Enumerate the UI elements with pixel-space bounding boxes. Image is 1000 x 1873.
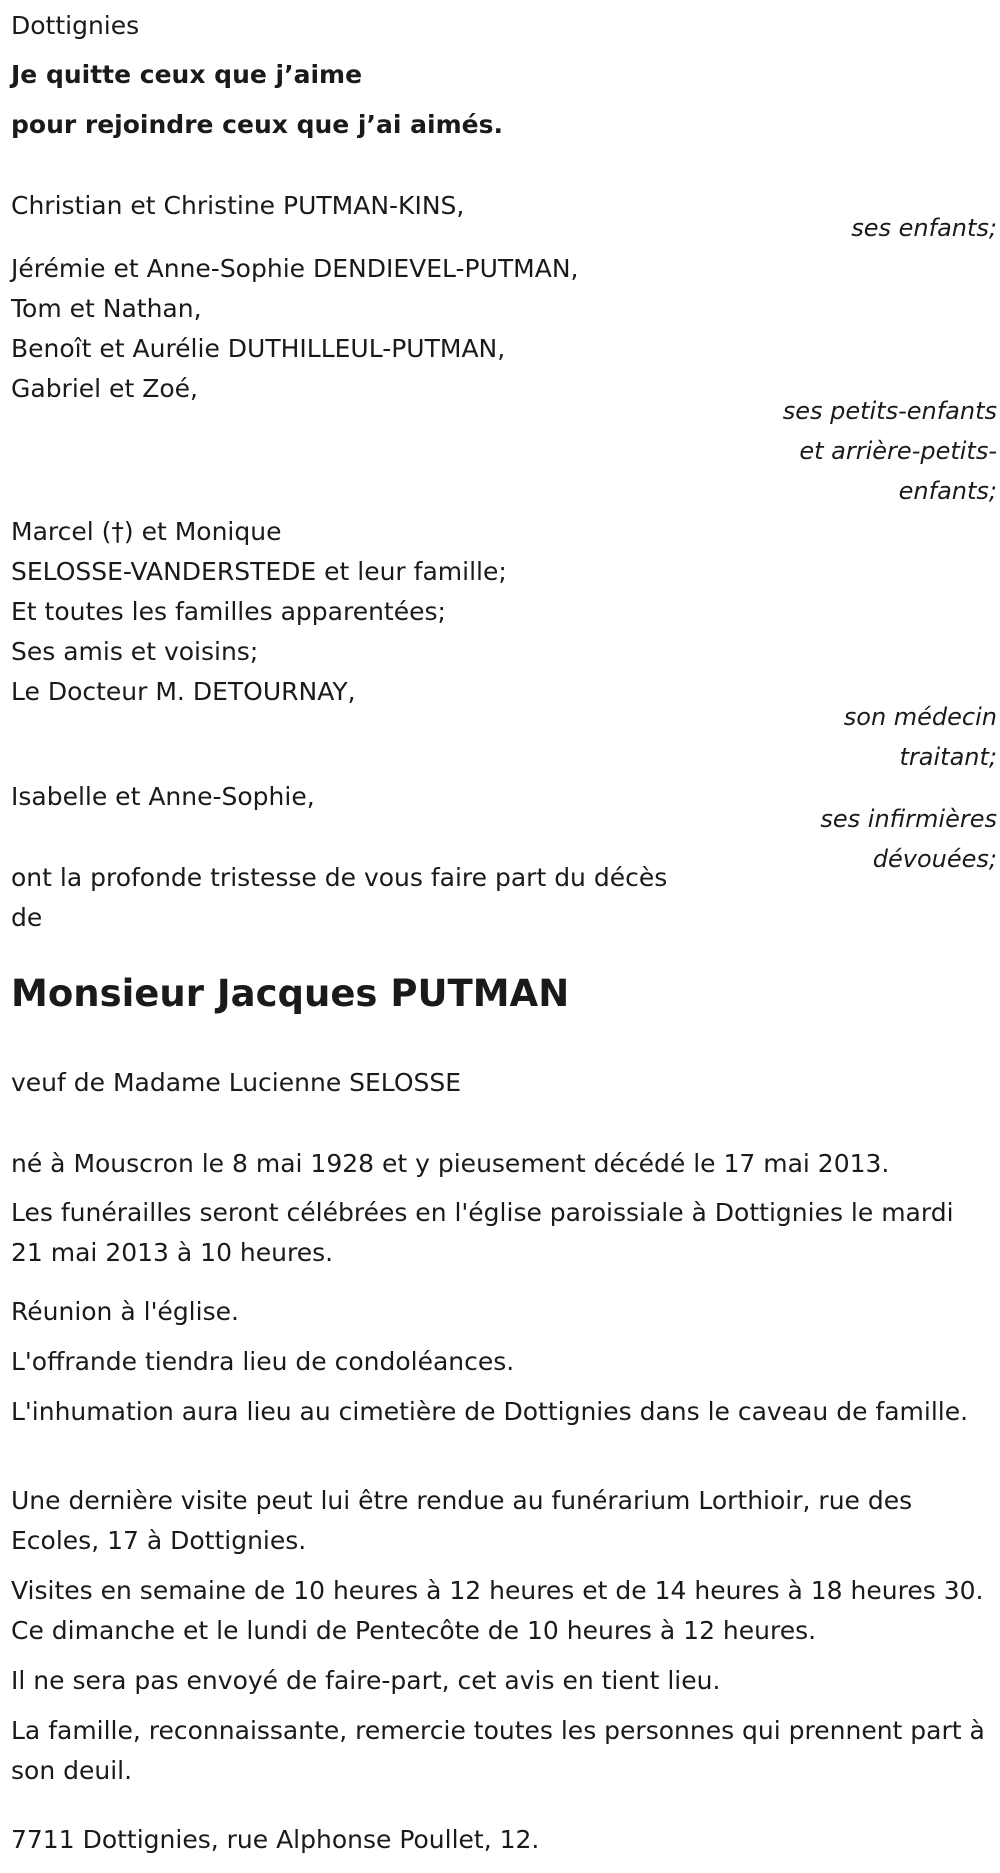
grandchildren-role-2: et arrière-petits-: [799, 437, 997, 465]
grandchildren-line-2: Tom et Nathan,: [11, 294, 202, 323]
grandchildren-line-4: Gabriel et Zoé,: [11, 374, 198, 403]
relatives-line-2: SELOSSE-VANDERSTEDE et leur famille;: [11, 557, 507, 586]
grandchildren-line-1: Jérémie et Anne-Sophie DENDIEVEL-PUTMAN,: [11, 254, 579, 283]
grandchildren-role-3: enfants;: [898, 477, 997, 505]
quote-line-1: Je quitte ceux que j’aime: [11, 60, 363, 89]
quote-line-2: pour rejoindre ceux que j’ai aimés.: [11, 110, 503, 139]
grandchildren-line-3: Benoît et Aurélie DUTHILLEUL-PUTMAN,: [11, 334, 506, 363]
widower-of: veuf de Madame Lucienne SELOSSE: [11, 1068, 462, 1097]
funeral-info: Les funérailles seront célébrées en l'église paroissiale à Dottignies le mardi 21 mai 2013 à 10 heures.: [11, 1198, 954, 1267]
nurses-role-2: dévouées;: [872, 845, 997, 873]
location: Dottignies: [11, 11, 140, 40]
grandchildren-role-1: ses petits-enfants: [782, 397, 997, 425]
relatives-line-1: Marcel (†) et Monique: [11, 517, 282, 546]
address: 7711 Dottignies, rue Alphonse Poullet, 12.: [11, 1825, 540, 1854]
visiting-hours: Visites en semaine de 10 heures à 12 heures et de 14 heures à 18 heures 30. Ce dimanche et le lundi de Pentecôte de 10 heures à 12 heures.: [11, 1576, 984, 1645]
no-cards-note: Il ne sera pas envoyé de faire-part, cet avis en tient lieu.: [11, 1666, 721, 1695]
announcement-line-1: ont la profonde tristesse de vous faire part du décès: [11, 863, 668, 892]
offering-info: L'offrande tiendra lieu de condoléances.: [11, 1347, 515, 1376]
relatives-line-4: Ses amis et voisins;: [11, 637, 259, 666]
children-names: Christian et Christine PUTMAN-KINS,: [11, 191, 465, 220]
thanks-note: La famille, reconnaissante, remercie toutes les personnes qui prennent part à son deuil.: [11, 1716, 985, 1785]
visit-info: Une dernière visite peut lui être rendue au funérarium Lorthioir, rue des Ecoles, 17 à Dottignies.: [11, 1486, 913, 1555]
burial-info: L'inhumation aura lieu au cimetière de Dottignies dans le caveau de famille.: [11, 1397, 969, 1426]
children-role: ses enfants;: [851, 214, 997, 242]
meeting-info: Réunion à l'église.: [11, 1297, 239, 1326]
doctor-role-2: traitant;: [899, 743, 997, 771]
birth-death: né à Mouscron le 8 mai 1928 et y pieusement décédé le 17 mai 2013.: [11, 1149, 890, 1178]
nurses-role-1: ses infirmières: [820, 805, 997, 833]
doctor-name: Le Docteur M. DETOURNAY,: [11, 677, 356, 706]
relatives-line-3: Et toutes les familles apparentées;: [11, 597, 446, 626]
doctor-role-1: son médecin: [843, 703, 997, 731]
nurses-names: Isabelle et Anne-Sophie,: [11, 782, 315, 811]
deceased-name: Monsieur Jacques PUTMAN: [11, 972, 570, 1015]
announcement-line-2: de: [11, 903, 43, 932]
